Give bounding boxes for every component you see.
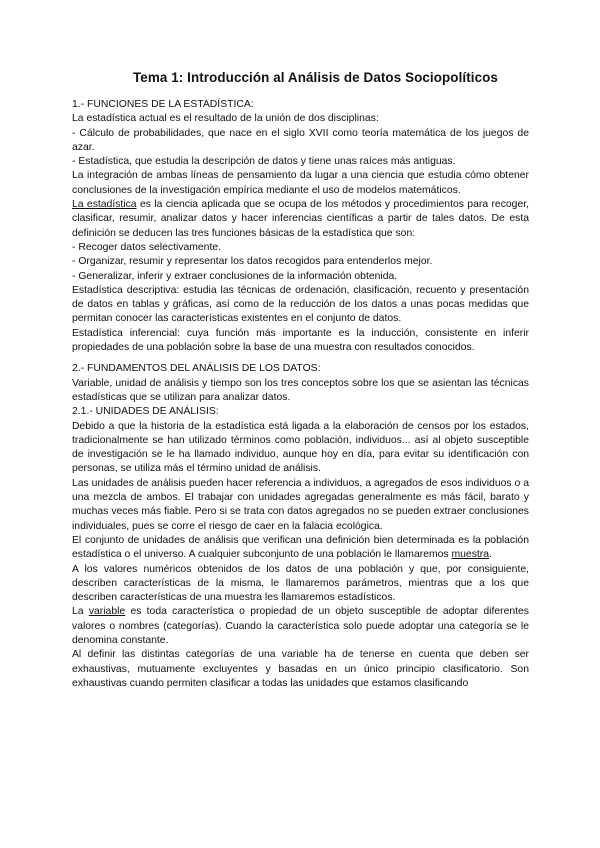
term-variable: variable	[88, 606, 126, 618]
spacer	[72, 355, 529, 362]
paragraph	[72, 605, 529, 648]
paragraph-text: es toda característica o propiedad de un objeto susceptible de adoptar diferentes valores o nombres (categorías). Cuando la característica solo puede adoptar una categoría se le denomina constante.	[72, 606, 529, 646]
term-estadistica: La estadística	[72, 199, 137, 211]
paragraph: - Generalizar, inferir y extraer conclusiones de la información obtenida.	[72, 270, 398, 282]
paragraph: A los valores numéricos obtenidos de los datos de una población y que, por consiguiente, describen características de la misma, le llamaremos parámetros, mientras que a los que describen características de una muestra les llamaremos estadísticos.	[72, 563, 529, 604]
subsection-heading: 2.1.- UNIDADES DE ANÁLISIS:	[72, 406, 219, 418]
paragraph-text: es la ciencia aplicada que se ocupa de los métodos y procedimientos para recoger, clasificar, resumir, analizar datos y hacer inferencias científicas a partir de tales datos. De esta definición se deducen las tres funciones básicas de la estadística que son:	[72, 199, 529, 239]
section-1-heading: 1.- FUNCIONES DE LA ESTADÍSTICA:	[72, 99, 254, 110]
paragraph: Estadística descriptiva: estudia las técnicas de ordenación, clasificación, recuento y presentación de datos en tablas y gráficas, así como de la reducción de los datos a unas pocas medidas que permitan conocer las características existentes en el conjunto de datos.	[72, 284, 529, 325]
paragraph-text: La	[72, 606, 89, 618]
paragraph-text: El conjunto de unidades de análisis que verifican una definición bien determinada es la población estadística o el universo. A cualquier subconjunto de una población le llamaremos	[72, 534, 529, 561]
paragraph: Estadística inferencial: cuya función más importante es la inducción, consistente en inferir propiedades de una población sobre la base de una muestra con resultados conocidos.	[72, 327, 529, 354]
paragraph: La estadística actual es el resultado de la unión de dos disciplinas:	[72, 113, 379, 125]
paragraph: - Recoger datos selectivamente.	[72, 241, 222, 253]
term-muestra: muestra	[451, 549, 490, 561]
paragraph-text: .	[489, 549, 492, 561]
page-title: Tema 1: Introducción al Análisis de Datos Sociopolíticos	[133, 70, 498, 85]
paragraph	[72, 198, 529, 241]
paragraph: Variable, unidad de análisis y tiempo son los tres conceptos sobre los que se asientan las técnicas estadísticas que se utilizan para analizar datos.	[72, 377, 529, 403]
section-2-heading: 2.- FUNDAMENTOS DEL ANÁLISIS DE LOS DATOS:	[72, 363, 321, 375]
paragraph: Debido a que la historia de la estadística está ligada a la elaboración de censos por los estados, tradicionalmente se han utilizado términos como población, individuos... así al objeto susceptible de investigación se le ha llamado individuo, aunque hoy en día, para evitar su identificación con personas, se utiliza más el término unidad de análisis.	[72, 420, 529, 475]
paragraph: La integración de ambas líneas de pensamiento da lugar a una ciencia que estudia cómo obtener conclusiones de la investigación empírica mediante el uso de modelos matemáticos.	[72, 170, 529, 196]
paragraph: Las unidades de análisis pueden hacer referencia a individuos, a agregados de esos individuos o a una mezcla de ambos. El trabajar con unidades agregadas generalmente es más fácil, barato y muchas veces más fiable. Pero si se trata con datos agregados no se pueden extraer conclusiones individuales, pues se corre el riesgo de caer en la falacia ecológica.	[72, 477, 529, 532]
paragraph	[72, 534, 529, 563]
paragraph: - Organizar, resumir y representar los datos recogidos para entenderlos mejor.	[72, 256, 433, 268]
paragraph: Al definir las distintas categorías de una variable ha de tenerse en cuenta que deben ser exhaustivas, mutuamente excluyentes y basadas en un único principio clasificatorio. Son exhaustivas cuando permiten clasificar a todas las unidades que estamos clasificando	[72, 649, 529, 689]
paragraph: - Estadística, que estudia la descripción de datos y tiene unas raíces más antiguas.	[72, 156, 456, 168]
paragraph: - Cálculo de probabilidades, que nace en el siglo XVII como teoría matemática de los juegos de azar.	[72, 127, 529, 153]
